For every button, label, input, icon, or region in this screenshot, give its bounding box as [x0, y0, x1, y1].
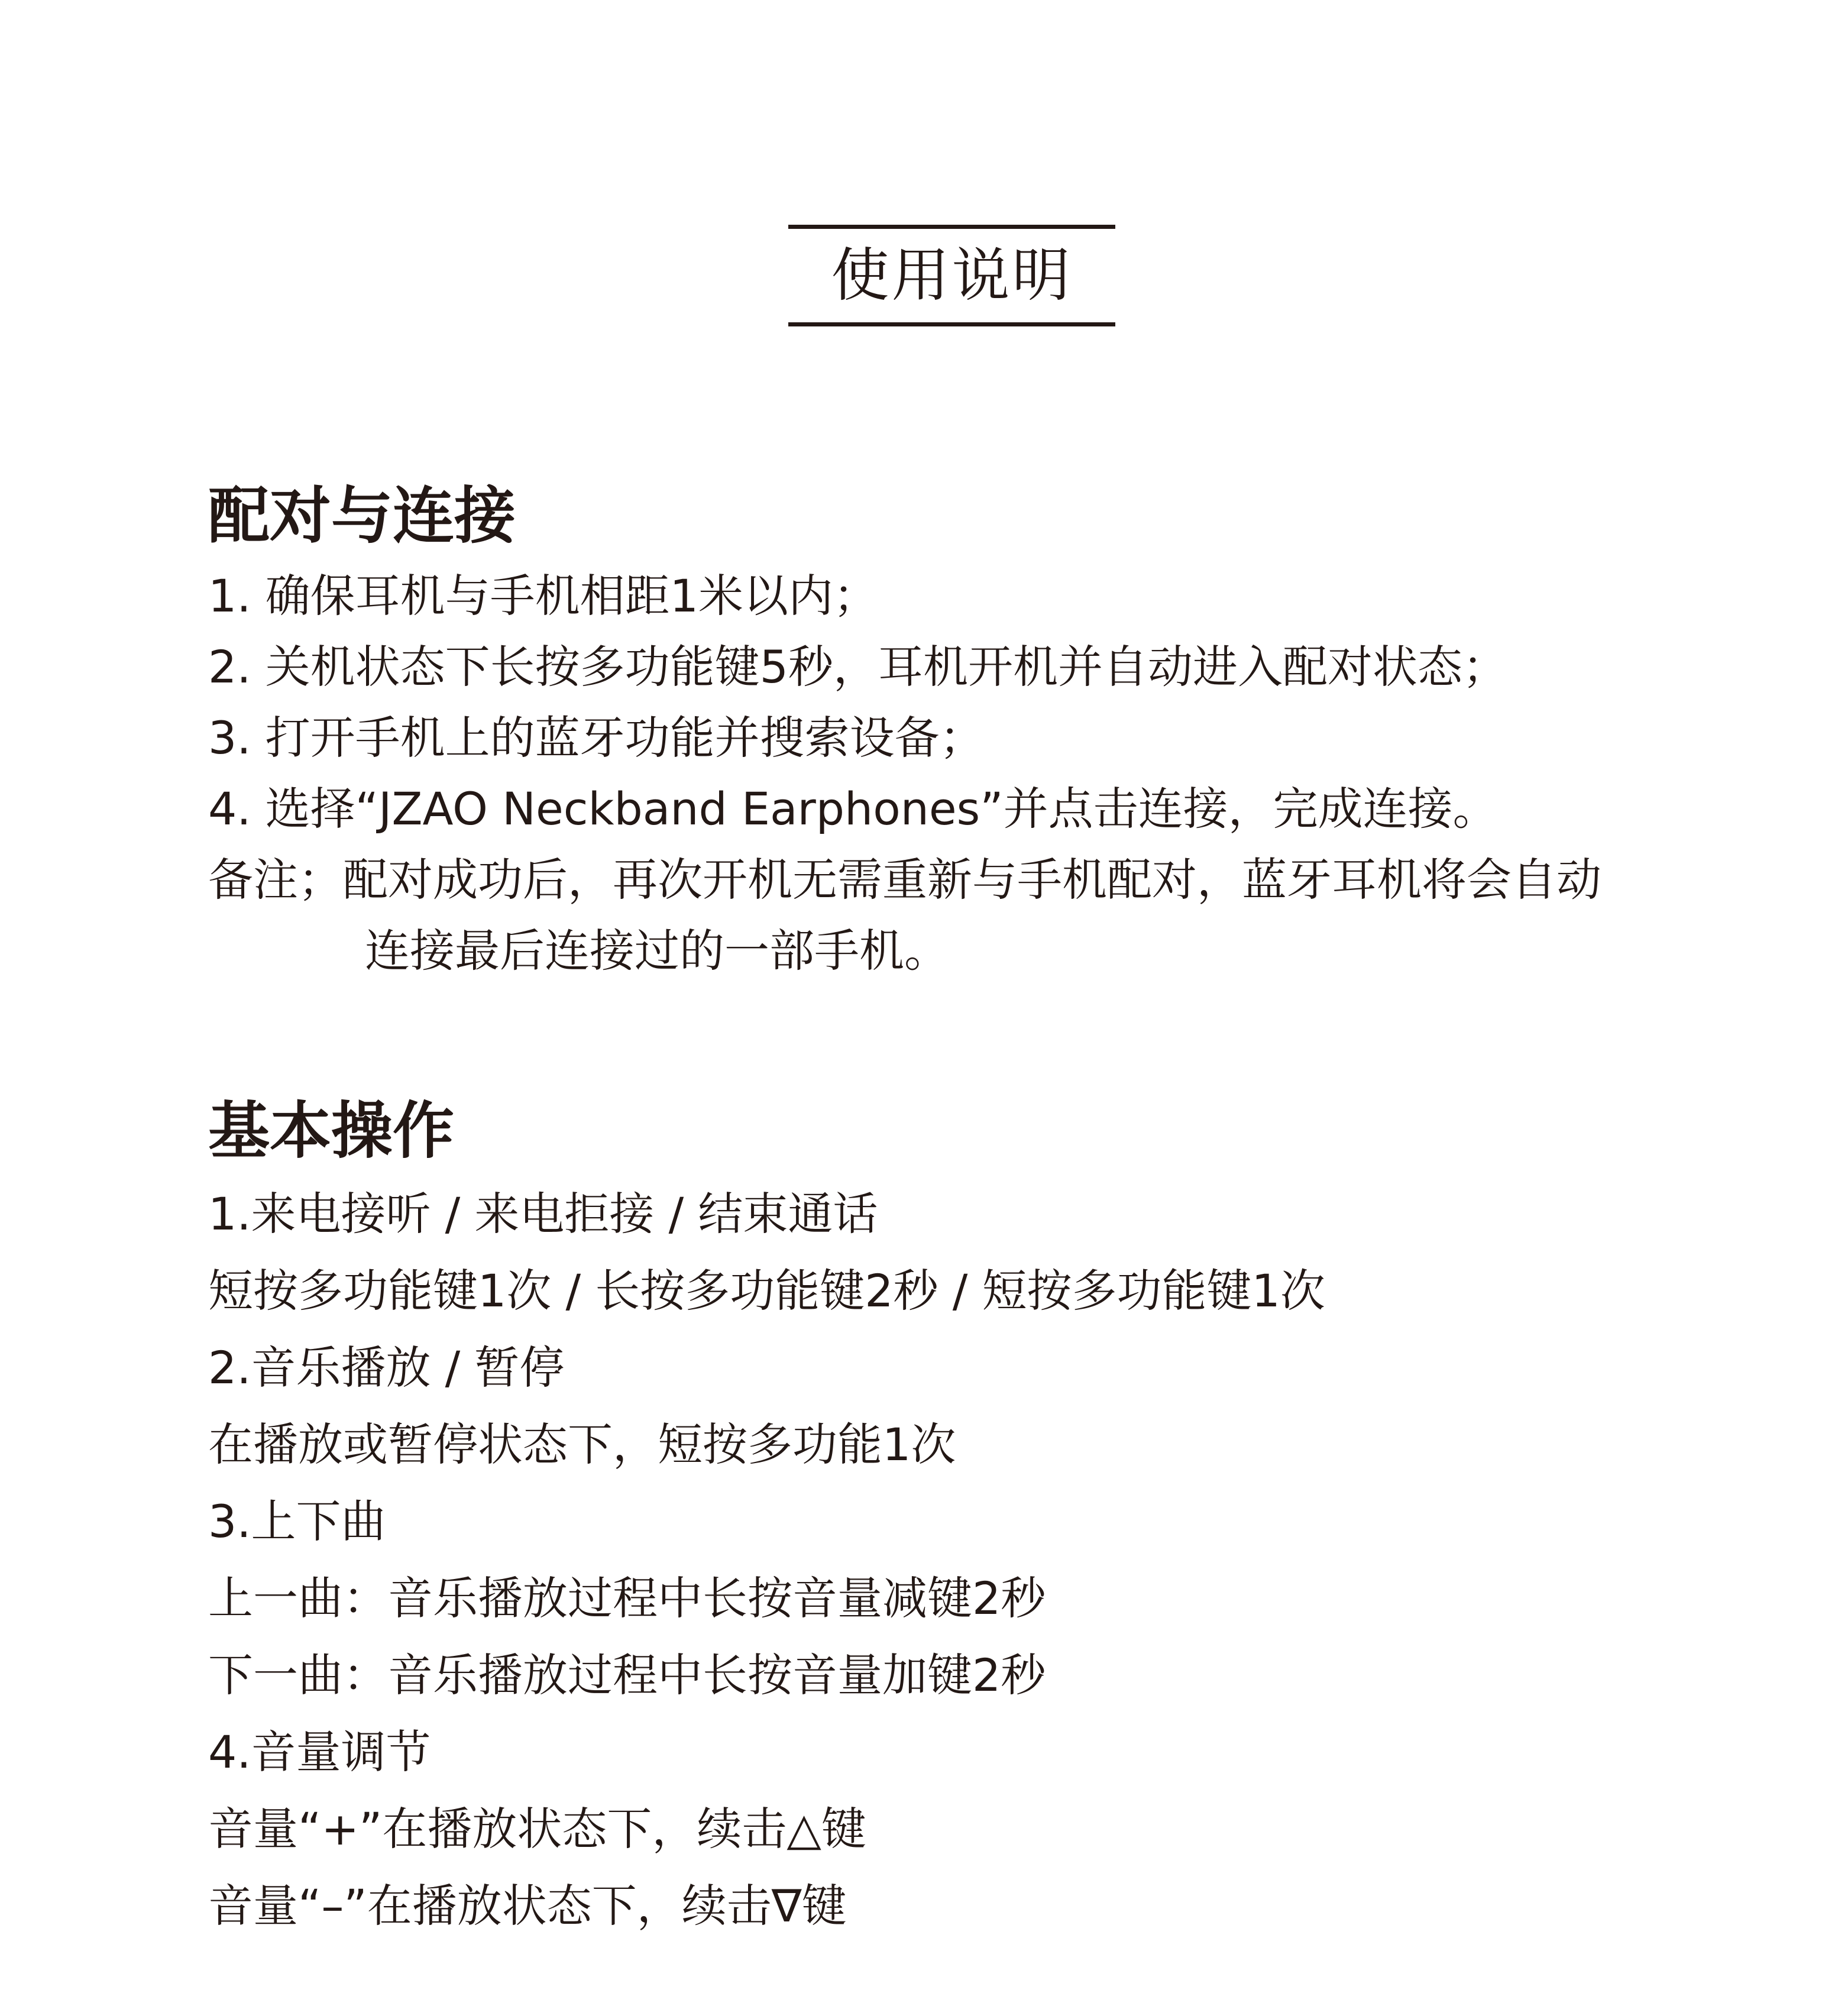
basic-operations-section — [208, 1095, 1805, 1958]
document-title: 使用说明 — [831, 242, 1073, 309]
operation-line-7: 下一曲：音乐播放过程中长按音量加键2秒 — [208, 1649, 1046, 1701]
pairing-heading: 配对与连接 — [208, 480, 516, 552]
operation-line-1: 1.来电接听 / 来电拒接 / 结束通话 — [208, 1188, 878, 1240]
operation-line-10: 音量“–”在播放状态下，续击∇键 — [208, 1879, 847, 1932]
pairing-section — [208, 480, 1805, 977]
operation-line-3: 2.音乐播放 / 暂停 — [208, 1341, 565, 1394]
pairing-note-line-1: 备注；配对成功后，再次开机无需重新与手机配对，蓝牙耳机将会自动 — [208, 853, 1601, 906]
operations-heading: 基本操作 — [208, 1095, 455, 1167]
pairing-step-1: 1. 确保耳机与手机相距1米以内； — [208, 570, 879, 622]
operation-line-4: 在播放或暂停状态下，短按多功能1次 — [208, 1418, 956, 1471]
operation-line-6: 上一曲：音乐播放过程中长按音量减键2秒 — [208, 1572, 1046, 1625]
pairing-note-line-2: 连接最后连接过的一部手机。 — [365, 924, 949, 977]
operation-line-2: 短按多功能键1次 / 长按多功能键2秒 / 短按多功能键1次 — [208, 1264, 1325, 1317]
pairing-step-4: 4. 选择“JZAO Neckband Earphones”并点击连接，完成连接。 — [208, 782, 1498, 835]
operation-line-5: 3.上下曲 — [208, 1495, 386, 1548]
operation-line-9: 音量“+”在播放状态下，续击△键 — [208, 1803, 866, 1855]
document-title-frame — [788, 225, 1115, 326]
pairing-step-2: 2. 关机状态下长按多功能键5秒，耳机开机并自动进入配对状态； — [208, 640, 1508, 693]
operation-line-8: 4.音量调节 — [208, 1726, 431, 1778]
pairing-step-3: 3. 打开手机上的蓝牙功能并搜索设备； — [208, 711, 985, 764]
